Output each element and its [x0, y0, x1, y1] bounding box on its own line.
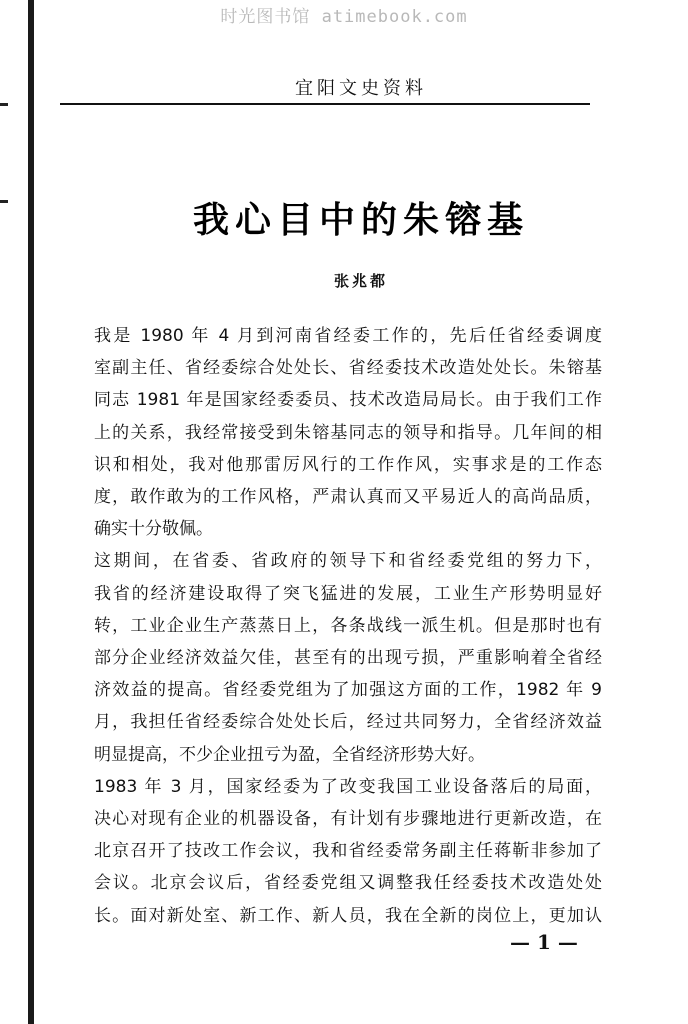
header-rule [60, 103, 590, 105]
text-line: 济效益的提高。省经委党组为了加强这方面的工作，1982 年 9 [94, 680, 602, 701]
text-line: 明显提高，不少企业扭亏为盈，全省经济形势大好。 [94, 744, 485, 765]
text-line: 识和相处，我对他那雷厉风行的工作作风，实事求是的工作态 [94, 454, 602, 475]
article-title: 我心目中的朱镕基 [192, 200, 529, 241]
text-line: 确实十分敬佩。 [94, 519, 213, 540]
text-line: 这期间，在省委、省政府的领导下和省经委党组的努力下， [94, 551, 602, 572]
watermark: 时光图书馆 atimebook.com [220, 7, 468, 27]
running-header: 宜阳文史资料 [295, 78, 427, 99]
text-line: 我省的经济建设取得了突飞猛进的发展，工业生产形势明显好 [94, 583, 602, 604]
text-line: 北京召开了技改工作会议，我和省经委常务副主任蒋靳非参加了 [94, 841, 602, 862]
article-author: 张兆都 [333, 272, 388, 290]
text-line: 月，我担任省经委综合处处长后，经过共同努力，全省经济效益 [94, 712, 602, 733]
text-line: 长。面对新处室、新工作、新人员，我在全新的岗位上，更加认 [94, 905, 602, 926]
text-line: 度，敢作敢为的工作风格，严肃认真而又平易近人的高尚品质， [94, 487, 602, 508]
page-number: — 1 — [510, 930, 578, 954]
edge-mark [0, 200, 8, 203]
text-line: 部分企业经济效益欠佳，甚至有的出现亏损，严重影响着全省经 [94, 648, 602, 669]
paragraph [58, 320, 602, 545]
text-line: 上的关系，我经常接受到朱镕基同志的领导和指导。几年间的相 [94, 422, 602, 443]
book-spine-shadow [28, 0, 34, 1024]
paragraph [58, 545, 602, 770]
text-line: 会议。北京会议后，省经委党组又调整我任经委技术改造处处 [94, 873, 602, 894]
text-line: 同志 1981 年是国家经委委员、技术改造局局长。由于我们工作 [94, 390, 602, 411]
text-line: 1983 年 3 月，国家经委为了改变我国工业设备落后的局面， [94, 776, 602, 797]
edge-mark [0, 103, 8, 106]
text-line: 室副主任、省经委综合处处长、省经委技术改造处处长。朱镕基 [94, 358, 602, 379]
paragraph [58, 771, 602, 932]
article-body [58, 320, 602, 932]
text-line: 我是 1980 年 4 月到河南省经委工作的，先后任省经委调度 [94, 326, 602, 346]
text-line: 转，工业企业生产蒸蒸日上，各条战线一派生机。但是那时也有 [94, 615, 602, 636]
text-line: 决心对现有企业的机器设备，有计划有步骤地进行更新改造，在 [94, 809, 602, 830]
